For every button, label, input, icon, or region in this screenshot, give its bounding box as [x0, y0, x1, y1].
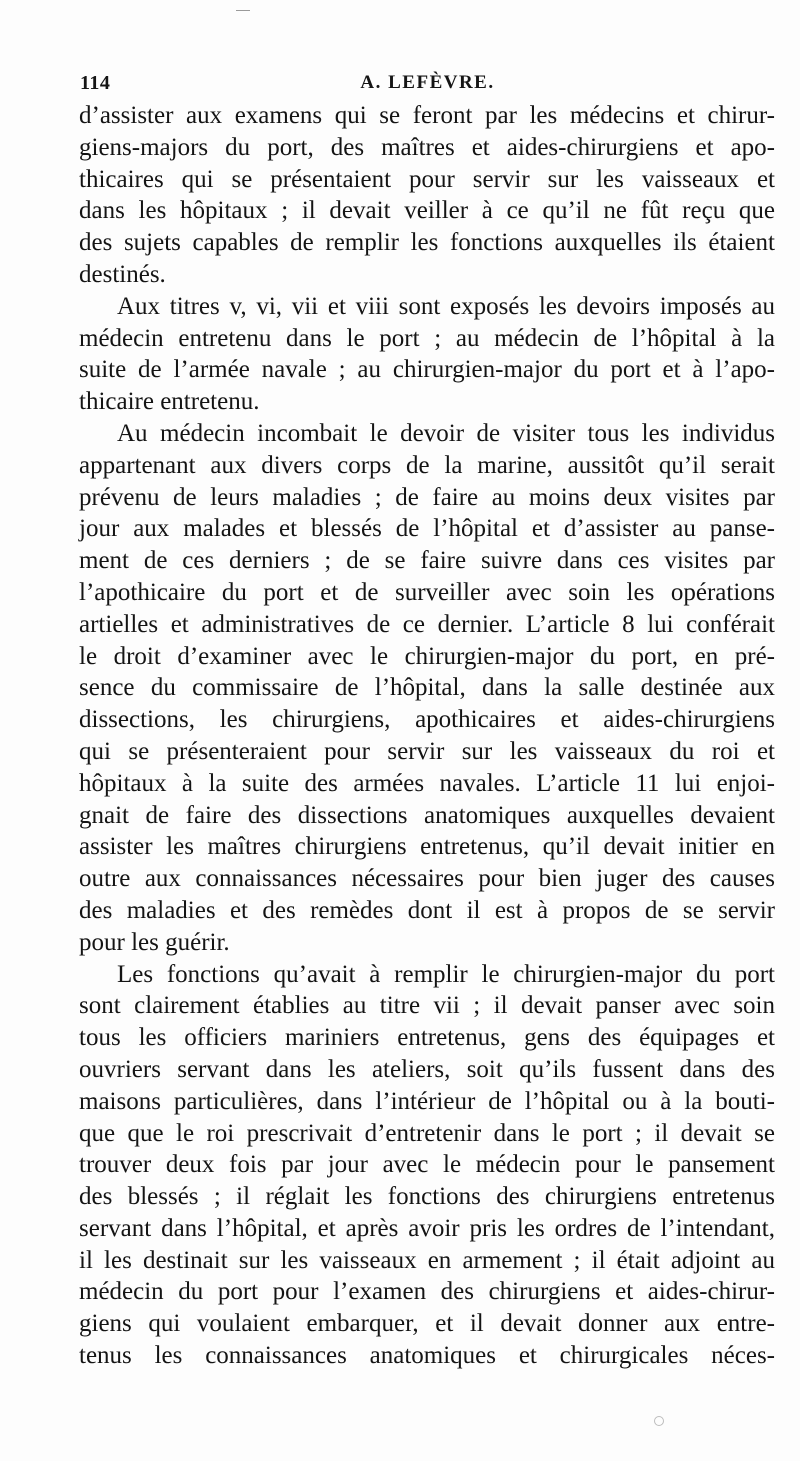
page-number: 114 [80, 72, 111, 94]
text-line: ouvriers servant dans les ateliers, soit qu’ils fussent dans des [79, 1055, 775, 1083]
text-line: dans les hôpitaux ; il devait veiller à ce qu’il ne fût reçu que [79, 197, 775, 225]
page-header [80, 72, 775, 98]
text-line: d’assister aux examens qui se feront par les médecins et chirur- [79, 102, 775, 129]
text-line: trouver deux fois par jour avec le médecin pour le pansement [79, 1151, 775, 1179]
text-line: Les fonctions qu’avait à remplir le chirurgien-major du port [117, 960, 775, 988]
text-line: maisons particulières, dans l’intérieur de l’hôpital ou à la bouti- [79, 1087, 775, 1115]
text-line: l’apothicaire du port et de surveiller avec soin les opérations [79, 578, 775, 606]
paragraph-1 [79, 100, 775, 291]
page-edge-mark [236, 10, 250, 11]
text-line: dissections, les chirurgiens, apothicaires et aides-chirurgiens [79, 706, 775, 734]
text-line: le droit d’examiner avec le chirurgien-major du port, en pré- [79, 642, 775, 670]
text-line: destinés. [79, 260, 166, 288]
text-line: ment de ces derniers ; de se faire suivre dans ces visites par [79, 547, 775, 575]
text-line: Au médecin incombait le devoir de visiter tous les individus [117, 419, 775, 447]
text-line: appartenant aux divers corps de la marine, aussitôt qu’il serait [79, 451, 775, 479]
paragraph-4 [79, 959, 775, 1372]
text-line: giens-majors du port, des maîtres et aides-chirurgiens et apo- [79, 133, 775, 161]
text-line: que que le roi prescrivait d’entretenir dans le port ; il devait se [79, 1119, 775, 1147]
text-line: outre aux connaissances nécessaires pour bien juger des causes [79, 865, 775, 893]
text-line: médecin entretenu dans le port ; au médecin de l’hôpital à la [79, 324, 775, 352]
running-head: A. LEFÈVRE. [360, 72, 495, 93]
text-line: suite de l’armée navale ; au chirurgien-major du port et à l’apo- [79, 356, 775, 384]
text-line: médecin du port pour l’examen des chirurgiens et aides-chirur- [79, 1278, 775, 1306]
text-line: thicaire entretenu. [79, 388, 260, 416]
text-line: servant dans l’hôpital, et après avoir pris les ordres de l’intendant, [79, 1214, 775, 1242]
text-line: il les destinait sur les vaisseaux en armement ; il était adjoint au [79, 1246, 775, 1274]
text-line: tous les officiers mariniers entretenus, gens des équipages et [79, 1024, 775, 1052]
text-line: sont clairement établies au titre vii ; il devait panser avec soin [79, 992, 775, 1020]
text-line: hôpitaux à la suite des armées navales. L’article 11 lui enjoi- [79, 769, 775, 797]
body-text [79, 100, 775, 1372]
text-line: des sujets capables de remplir les fonctions auxquelles ils étaient [79, 229, 775, 257]
text-line: thicaires qui se présentaient pour servir sur les vaisseaux et [79, 165, 775, 193]
text-line: pour les guérir. [79, 928, 230, 956]
text-line: prévenu de leurs maladies ; de faire au moins deux visites par [79, 483, 775, 511]
paragraph-3 [79, 418, 775, 959]
text-line: jour aux malades et blessés de l’hôpital et d’assister au panse- [79, 515, 775, 543]
paper-ring-mark [654, 1416, 664, 1426]
text-line: gnait de faire des dissections anatomiques auxquelles devaient [79, 801, 775, 829]
text-line: tenus les connaissances anatomiques et chirurgicales néces- [79, 1342, 775, 1370]
text-line: sence du commissaire de l’hôpital, dans la salle destinée aux [79, 674, 775, 702]
text-line: des maladies et des remèdes dont il est à propos de se servir [79, 896, 775, 924]
text-line: Aux titres v, vi, vii et viii sont exposés les devoirs imposés au [117, 292, 775, 320]
text-line: giens qui voulaient embarquer, et il devait donner aux entre- [79, 1310, 775, 1338]
text-line: des blessés ; il réglait les fonctions des chirurgiens entretenus [79, 1183, 775, 1211]
text-line: qui se présenteraient pour servir sur les vaisseaux du roi et [79, 737, 775, 765]
paragraph-2 [79, 291, 775, 418]
text-line: artielles et administratives de ce dernier. L’article 8 lui conférait [79, 610, 775, 638]
text-line: assister les maîtres chirurgiens entretenus, qu’il devait initier en [79, 833, 775, 861]
